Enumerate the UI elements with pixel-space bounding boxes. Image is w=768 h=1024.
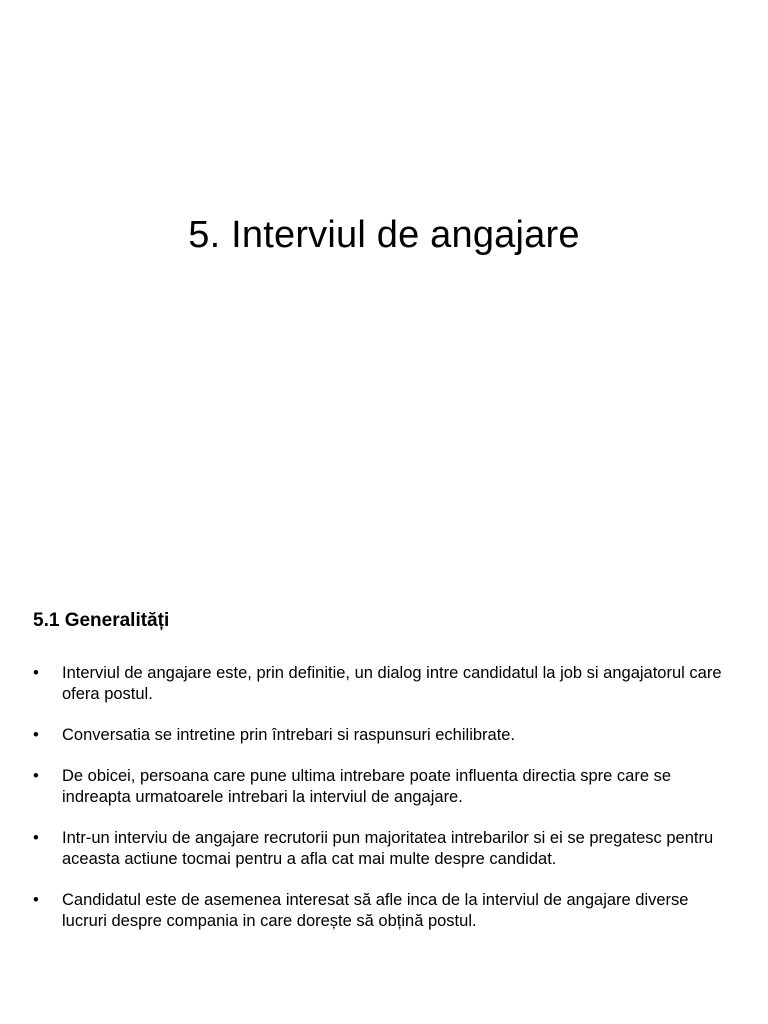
bullet-icon: •	[33, 829, 39, 847]
list-item	[33, 766, 733, 808]
bullet-text: Candidatul este de asemenea interesat să afle inca de la interviul de angajare diverse lucruri despre compania in care dorește să obțină postul.	[62, 891, 689, 930]
bullet-icon: •	[33, 664, 39, 682]
bullet-text: Conversatia se intretine prin întrebari si raspunsuri echilibrate.	[62, 726, 516, 744]
bullet-text: Interviul de angajare este, prin definitie, un dialog intre candidatul la job si angajatorul care ofera postul.	[62, 664, 722, 703]
list-item	[33, 828, 733, 870]
bullet-icon: •	[33, 891, 39, 909]
bullet-text: Intr-un interviu de angajare recrutorii pun majoritatea intrebarilor si ei se pregatesc pentru aceasta actiune tocmai pentru a afla cat mai multe despre candidat.	[62, 829, 714, 868]
section-heading: 5.1 Generalități	[33, 610, 170, 631]
list-item	[33, 663, 733, 705]
list-item	[33, 890, 733, 932]
bullet-icon: •	[33, 726, 39, 744]
bullet-text: De obicei, persoana care pune ultima intrebare poate influenta directia spre care se indreapta urmatoarele intrebari la interviul de angajare.	[62, 767, 672, 806]
bullet-icon: •	[33, 767, 39, 785]
bullet-list	[33, 663, 733, 952]
slide-title: 5. Interviul de angajare	[188, 214, 580, 256]
list-item	[33, 725, 733, 746]
